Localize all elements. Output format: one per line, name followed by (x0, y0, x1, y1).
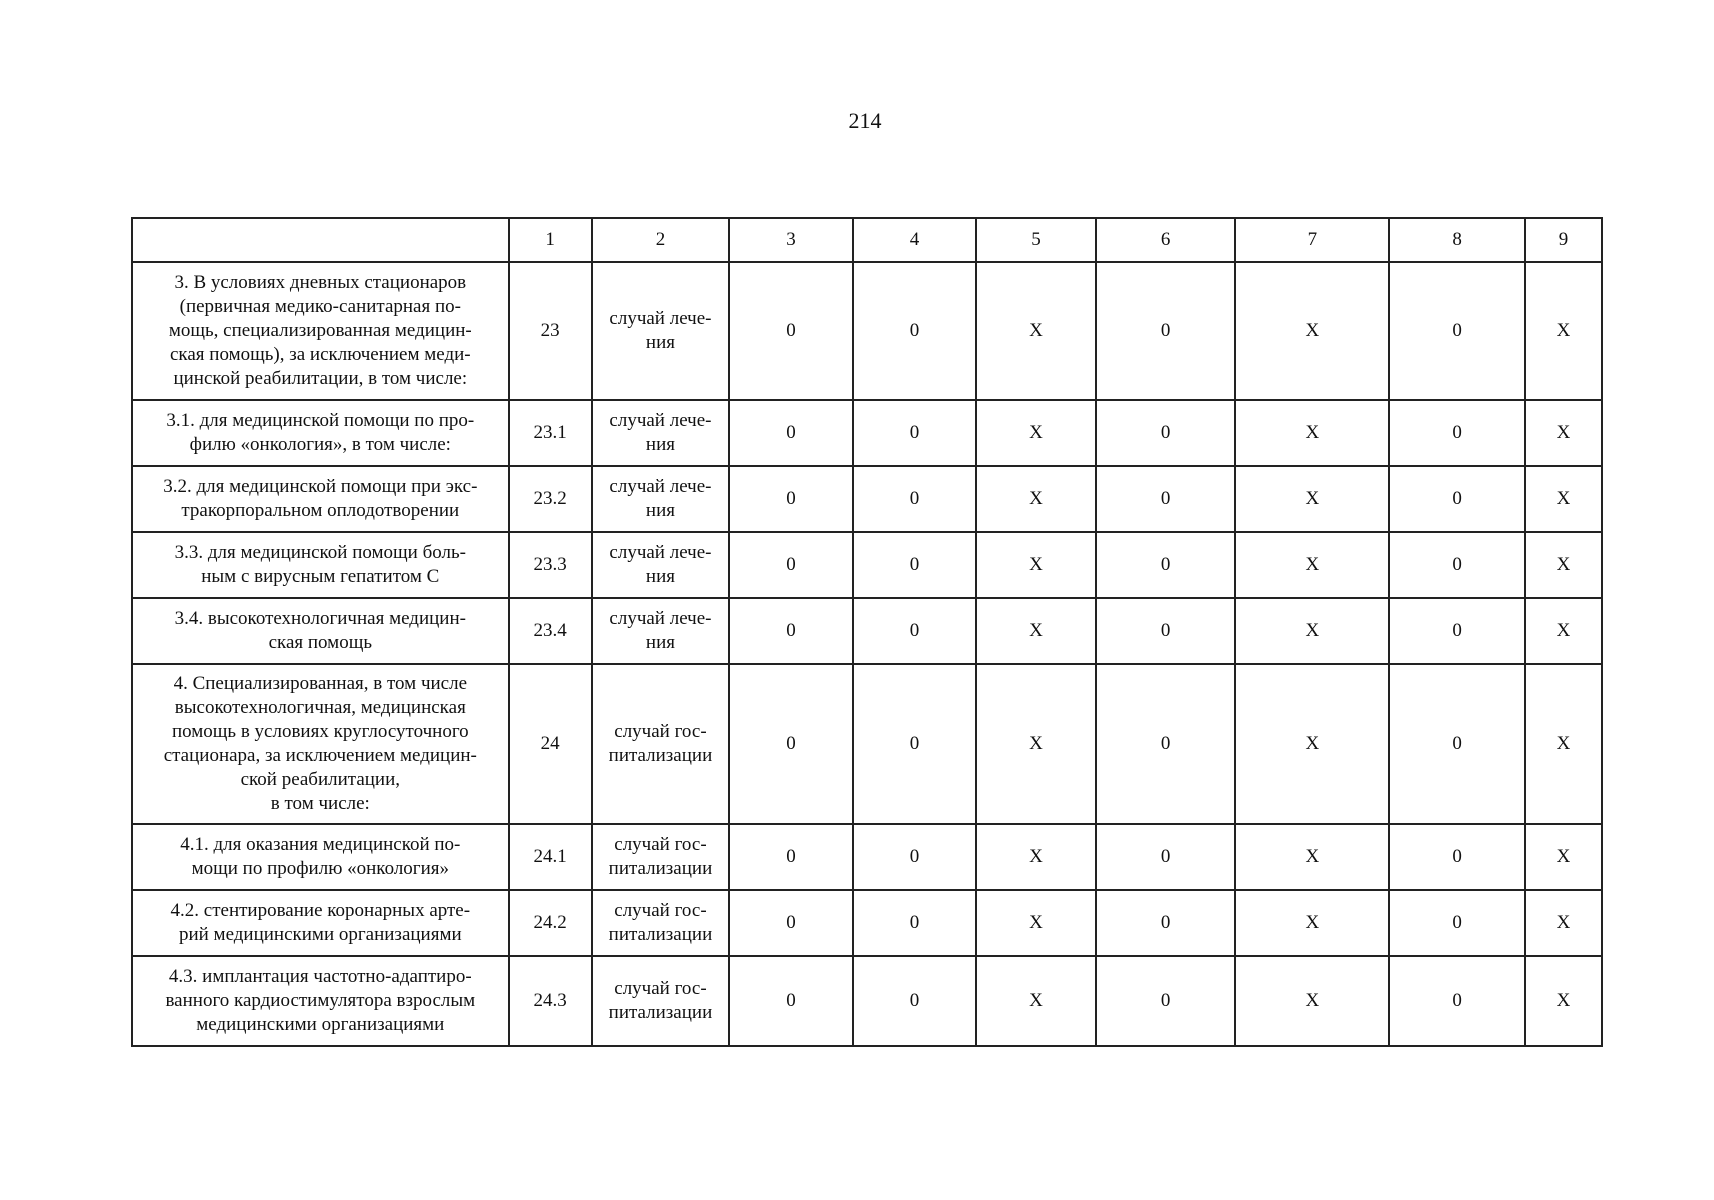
cell-col3: 0 (729, 466, 853, 532)
cell-col7: Х (1235, 466, 1389, 532)
row-unit: случай лече- ния (592, 262, 730, 400)
row-code: 23.4 (509, 598, 592, 664)
cell-col3: 0 (729, 824, 853, 890)
cell-col8: 0 (1389, 598, 1525, 664)
cell-col9: Х (1525, 466, 1602, 532)
cell-col7: Х (1235, 890, 1389, 956)
cell-col5: Х (976, 598, 1095, 664)
row-code: 23.2 (509, 466, 592, 532)
column-header: 2 (592, 218, 730, 262)
column-header (132, 218, 509, 262)
page-number: 214 (848, 108, 882, 133)
cell-col9: Х (1525, 890, 1602, 956)
row-unit: случай лече- ния (592, 400, 730, 466)
cell-col4: 0 (853, 400, 977, 466)
table-row (132, 956, 1602, 1046)
cell-col6: 0 (1096, 532, 1236, 598)
cell-col4: 0 (853, 598, 977, 664)
column-header: 5 (976, 218, 1095, 262)
cell-col6: 0 (1096, 262, 1236, 400)
cell-col4: 0 (853, 532, 977, 598)
table-row (132, 824, 1602, 890)
cell-col7: Х (1235, 262, 1389, 400)
cell-col7: Х (1235, 824, 1389, 890)
cell-col5: Х (976, 956, 1095, 1046)
cell-col5: Х (976, 890, 1095, 956)
data-table (131, 217, 1603, 1047)
cell-col7: Х (1235, 664, 1389, 824)
cell-col8: 0 (1389, 664, 1525, 824)
cell-col4: 0 (853, 890, 977, 956)
row-name: 4. Специализированная, в том числе высокотехнологичная, медицинская помощь в условиях круглосуточного стационара, за исключением медицин- ской реабилитации, в том числе: (132, 664, 509, 824)
table-row (132, 262, 1602, 400)
column-header: 9 (1525, 218, 1602, 262)
cell-col4: 0 (853, 956, 977, 1046)
cell-col3: 0 (729, 262, 853, 400)
row-name: 3. В условиях дневных стационаров (первичная медико-санитарная по- мощь, специализированная медицин- ская помощь), за исключением меди- цинской реабилитации, в том числе: (132, 262, 509, 400)
cell-col3: 0 (729, 400, 853, 466)
column-header: 3 (729, 218, 853, 262)
cell-col9: Х (1525, 956, 1602, 1046)
cell-col6: 0 (1096, 890, 1236, 956)
cell-col6: 0 (1096, 400, 1236, 466)
cell-col8: 0 (1389, 262, 1525, 400)
cell-col6: 0 (1096, 956, 1236, 1046)
column-header: 6 (1096, 218, 1236, 262)
table-row (132, 466, 1602, 532)
cell-col5: Х (976, 400, 1095, 466)
table-row (132, 890, 1602, 956)
cell-col3: 0 (729, 532, 853, 598)
cell-col5: Х (976, 466, 1095, 532)
row-name: 3.2. для медицинской помощи при экс- тракорпоральном оплодотворении (132, 466, 509, 532)
row-name: 4.2. стентирование коронарных арте- рий медицинскими организациями (132, 890, 509, 956)
row-code: 24.1 (509, 824, 592, 890)
column-header: 8 (1389, 218, 1525, 262)
row-name: 4.3. имплантация частотно-адаптиро- ванного кардиостимулятора взрослым медицинскими организациями (132, 956, 509, 1046)
row-unit: случай гос- питализации (592, 956, 730, 1046)
cell-col3: 0 (729, 664, 853, 824)
column-header: 7 (1235, 218, 1389, 262)
row-code: 23 (509, 262, 592, 400)
cell-col8: 0 (1389, 824, 1525, 890)
cell-col8: 0 (1389, 956, 1525, 1046)
cell-col5: Х (976, 262, 1095, 400)
row-code: 24 (509, 664, 592, 824)
cell-col9: Х (1525, 664, 1602, 824)
cell-col8: 0 (1389, 532, 1525, 598)
cell-col9: Х (1525, 824, 1602, 890)
row-code: 24.3 (509, 956, 592, 1046)
cell-col6: 0 (1096, 466, 1236, 532)
column-header: 1 (509, 218, 592, 262)
cell-col3: 0 (729, 956, 853, 1046)
table-row (132, 664, 1602, 824)
cell-col6: 0 (1096, 598, 1236, 664)
row-unit: случай гос- питализации (592, 664, 730, 824)
row-name: 3.1. для медицинской помощи по про- филю «онкология», в том числе: (132, 400, 509, 466)
cell-col7: Х (1235, 598, 1389, 664)
row-unit: случай лече- ния (592, 598, 730, 664)
row-code: 23.3 (509, 532, 592, 598)
cell-col9: Х (1525, 262, 1602, 400)
table-row (132, 400, 1602, 466)
column-header: 4 (853, 218, 977, 262)
cell-col3: 0 (729, 598, 853, 664)
cell-col4: 0 (853, 466, 977, 532)
cell-col5: Х (976, 824, 1095, 890)
cell-col7: Х (1235, 956, 1389, 1046)
row-unit: случай гос- питализации (592, 824, 730, 890)
cell-col8: 0 (1389, 890, 1525, 956)
row-name: 3.4. высокотехнологичная медицин- ская помощь (132, 598, 509, 664)
cell-col4: 0 (853, 262, 977, 400)
cell-col9: Х (1525, 400, 1602, 466)
cell-col7: Х (1235, 532, 1389, 598)
cell-col6: 0 (1096, 664, 1236, 824)
cell-col9: Х (1525, 598, 1602, 664)
cell-col3: 0 (729, 890, 853, 956)
cell-col5: Х (976, 664, 1095, 824)
cell-col6: 0 (1096, 824, 1236, 890)
row-unit: случай гос- питализации (592, 890, 730, 956)
row-name: 4.1. для оказания медицинской по- мощи по профилю «онкология» (132, 824, 509, 890)
cell-col9: Х (1525, 532, 1602, 598)
cell-col4: 0 (853, 824, 977, 890)
cell-col8: 0 (1389, 466, 1525, 532)
cell-col5: Х (976, 532, 1095, 598)
table-row (132, 532, 1602, 598)
row-code: 23.1 (509, 400, 592, 466)
cell-col8: 0 (1389, 400, 1525, 466)
row-name: 3.3. для медицинской помощи боль- ным с вирусным гепатитом С (132, 532, 509, 598)
cell-col7: Х (1235, 400, 1389, 466)
row-unit: случай лече- ния (592, 532, 730, 598)
cell-col4: 0 (853, 664, 977, 824)
header-row (132, 218, 1602, 262)
row-unit: случай лече- ния (592, 466, 730, 532)
row-code: 24.2 (509, 890, 592, 956)
table-row (132, 598, 1602, 664)
